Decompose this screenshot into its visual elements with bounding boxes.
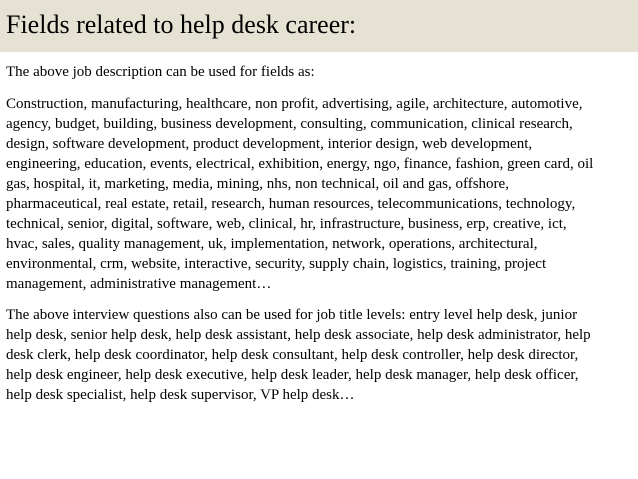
fields-line: pharmaceutical, real estate, retail, research, human resources, telecommunications, technology,: [6, 196, 576, 212]
fields-line: Construction, manufacturing, healthcare, non profit, advertising, agile, architecture, automotive,: [6, 96, 583, 112]
title-bar: [0, 0, 638, 52]
fields-paragraph: [6, 94, 632, 294]
slide-title: Fields related to help desk career:: [6, 10, 357, 39]
fields-line: environmental, crm, website, interactive, security, supply chain, logistics, training, project: [6, 256, 547, 272]
fields-line: technical, senior, digital, software, web, clinical, hr, infrastructure, business, erp, creative, ict,: [6, 216, 567, 232]
levels-line: The above interview questions also can be used for job title levels: entry level help desk, junior: [6, 307, 578, 323]
levels-paragraph: [6, 305, 632, 405]
levels-line: help desk engineer, help desk executive, help desk leader, help desk manager, help desk officer,: [6, 367, 579, 383]
fields-line: hvac, sales, quality management, uk, implementation, network, operations, architectural,: [6, 236, 538, 252]
slide-content: [6, 62, 632, 405]
fields-line: engineering, education, events, electrical, exhibition, energy, ngo, finance, fashion, green card, oil: [6, 156, 594, 172]
fields-line: agency, budget, building, business development, consulting, communication, clinical research,: [6, 116, 573, 132]
intro-text: The above job description can be used for fields as:: [6, 64, 315, 80]
fields-line: design, software development, product development, interior design, web development,: [6, 136, 533, 152]
fields-line: management, administrative management…: [6, 276, 272, 292]
levels-line: help desk specialist, help desk supervisor, VP help desk…: [6, 387, 355, 403]
fields-line: gas, hospital, it, marketing, media, mining, nhs, non technical, oil and gas, offshore,: [6, 176, 509, 192]
levels-line: desk clerk, help desk coordinator, help desk consultant, help desk controller, help desk director,: [6, 347, 579, 363]
levels-line: help desk, senior help desk, help desk assistant, help desk associate, help desk administrator, help: [6, 327, 591, 343]
